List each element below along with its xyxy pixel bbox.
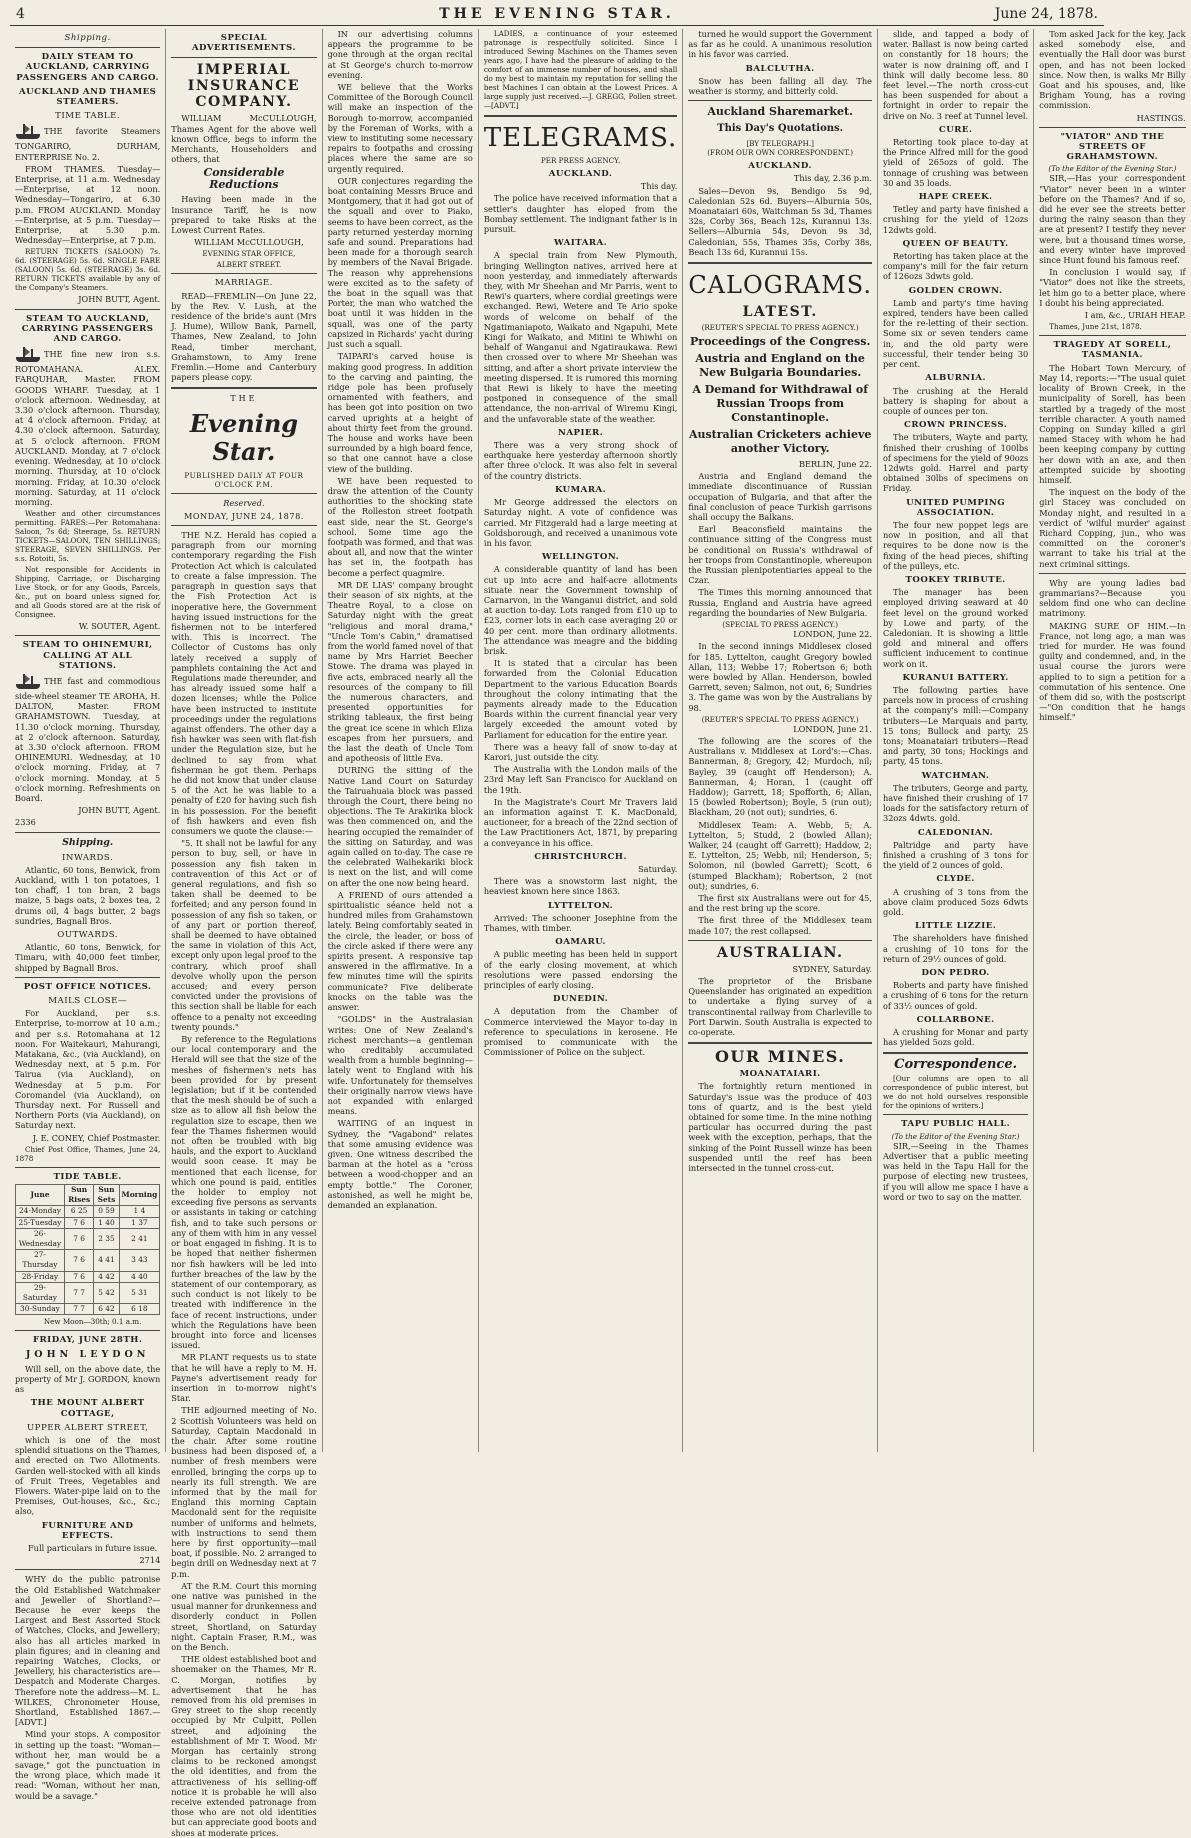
columns xyxy=(10,29,1186,1838)
local-news: A FRIEND of ours attended a spiritualistic séance held not a hundred miles from Grahamstown lately. Being comfortably seated in the circle, the leader, or boss of the circle asked if there were any spirits present. A responsive tap answered in the affirmative. In a few minutes time will the spirits communicate? Five deliberate knocks on the table was the answer. xyxy=(327,889,473,1013)
telegram-text: There was a very strong shock of earthquake here yesterday afternoon shortly after three o'clock. It was also felt in several of the country districts. xyxy=(483,440,678,481)
local-news: WE have been requested to draw the attention of the County authorities to the shocking state of the Rolleston street footpath east side, near the St. George's school. Some time ago the footpath was formed, and that was about all, and now that the winter has set in, the footpath has become a perfect quagmire. xyxy=(327,475,473,578)
shipping-text: Atlantic, 60 tons, Benwick, for Timaru, with 40,000 feet timber, shipped by Bagnall Bros. xyxy=(15,942,161,973)
cable-headline: Proceedings of the Congress. xyxy=(690,335,871,349)
telegram-text: There was a heavy fall of snow to-day at Karori, just outside the city. xyxy=(483,741,678,762)
mine-report: The manager has been employed driving seaward at 40 feet level on the ground worked by Lowe and party, of the Caledonian. It is showing a little gold and mineral and offers sufficient inducement to continue work on it. xyxy=(882,587,1029,669)
divider xyxy=(15,1569,160,1570)
ad-text: RETURN TICKETS (SALOON) 7s. 6d. (STEERAGE) 5s. 6d. SINGLE FARE (SALOON) 5s. 6d. (STEERAGE) 3s. 6d. RETURN TICKETS available by any of the Company's Steamers. xyxy=(15,247,161,293)
local-news: WE believe that the Works Committee of the Borough Council will make an inspection of the Borough to-morrow, accompanied by the Foreman of Works, with a view to instituting some necessary repairs to footpaths and crossing places where the same are so urgently required. xyxy=(327,82,473,174)
divider xyxy=(15,635,160,636)
divider xyxy=(15,1167,160,1168)
telegram-text: turned he would support the Government as far as he could. A unanimous resolution in his favor was carried. xyxy=(688,29,872,60)
ad-number: 2336 xyxy=(15,817,36,828)
cable-headline: Australian Cricketers achieve another Victory. xyxy=(688,428,872,456)
divider xyxy=(883,1114,1028,1115)
divider xyxy=(15,977,160,978)
outwards-label: OUTWARDS. xyxy=(57,929,119,940)
tide-column-header: June xyxy=(16,1185,65,1206)
mine-heading: QUEEN OF BEAUTY. xyxy=(902,238,1009,249)
dateline-berlin: BERLIN, June 22. xyxy=(799,459,872,470)
mine-heading: LITTLE LIZZIE. xyxy=(914,921,997,932)
tide-cell: 1 37 xyxy=(119,1217,160,1228)
auction-text: Will sell, on the above date, the property of Mr J. GORDON, known as xyxy=(15,1363,161,1395)
correspondent-label: (FROM OUR OWN CORRESPONDENT.) xyxy=(707,148,854,158)
divider xyxy=(171,273,316,274)
telegram-text: A public meeting has been held in support of the early closing movement, at which resolutions were passed endorsing the principles of early closing. xyxy=(483,949,678,991)
cable-text: The first six Australians were out for 45, and the rest bring up the score. xyxy=(688,892,872,914)
ad-text: FROM THAMES. Tuesday—Enterprise, at 11 a.m. Wednesday—Enterprise, at 12 noon. Wednesday—Tongariro, at 6.30 p.m. FROM AUCKLAND. Monday—Enterprise, at 5 p.m. Tuesday—Enterprise, at 5.30 p.m. Wednesday—Enterprise, at 7 p.m. xyxy=(15,163,161,246)
dateline-christchurch: CHRISTCHURCH. xyxy=(534,851,627,862)
mine-report: slide, and tapped a body of water. Ballast is now being carted on constantly for 18 hours; the water is now draining off, and I think will daily become less. 80 feet level.—The north cross-cut has been suspended for about a fortnight in order to repair the drive on No. 3 reef at Tunnel level. xyxy=(882,29,1029,121)
dateline: Chief Post Office, Thames, June 24, 1878 xyxy=(15,1144,161,1163)
cable-text: The proprietor of the Brisbane Queenslander has originated an expedition to undertake a flying survey of a transcontinental railway from Charleville to Port Darwin. South Australia is expected to co-operate. xyxy=(688,975,872,1037)
special-ads-heading: SPECIAL ADVERTISEMENTS. xyxy=(191,33,296,54)
tide-cell: 24-Monday xyxy=(16,1206,65,1217)
mine-report: A crushing for Monar and party has yielded 5ozs gold. xyxy=(882,1027,1029,1048)
reuter-label: (REUTER'S SPECIAL TO PRESS AGENCY.) xyxy=(701,323,859,333)
divider xyxy=(15,47,160,48)
mine-report: The tributers, Wayte and party, finished their crushing of 100lbs of specimens for the yield of 90ozs 12dwts gold. Harrel and party obtained 30lbs of specimens on Friday. xyxy=(882,432,1029,494)
publication-note: PUBLISHED DAILY AT FOUR O'CLOCK P.M. xyxy=(184,470,304,489)
tide-row xyxy=(16,1282,160,1303)
mine-report: The following parties have parcels now in process of crushing at the company's mill:—Company tributers—Le Marquais and party, 15 tons; Bullock and party, 25 tons; Moanataiari tributers—Read and party, 30 tons; Hockings and party, 45 tons. xyxy=(882,684,1029,767)
telegram-text: The police have received information that a settler's daughter has eloped from the Bombay settlement. The indignant father is in pursuit. xyxy=(483,193,678,235)
tide-cell: 5 42 xyxy=(94,1282,119,1303)
mine-heading: DON PEDRO. xyxy=(921,968,990,979)
mine-heading: MOANATAIARI. xyxy=(739,1069,821,1080)
editorial-paragraph: "5. It shall not be lawful for any person to buy, sell, or have in possession any fish taken in contravention of this Act or of general regulations, and fish so taken shall be deemed to be forfeited; and any person found in possession of any fish so taken, or of any part or portion thereof, shall be deemed to have obtained the same in violation of this Act, except only upon legal proof to the contrary, which proof shall devolve wholly upon the person accused; and every person convicted under the provisions of this section shall be liable for each offence to a penalty not exceeding twenty pounds." xyxy=(171,838,317,1032)
tide-cell: 25-Tuesday xyxy=(16,1217,65,1228)
editorial-paragraph: By reference to the Regulations our local contemporary and the Herald will see that the size of the meshes of fishermen's nets has been provided for by present legislation; but if it be contended that the mesh should be of such a size as to allow all fish below the regulation size to escape, then we fear the Thames fishermen would not often be troubled with big hauls, and the export to Auckland would soon cease. It may be mentioned that each license, for which one pound is paid, entitles the holder to employ not exceeding five persons as servants or assistants in taking or catching fish, and to take such persons or any of them with him in any vessel or boat engaged in fishing. It is to be hoped that neither fishermen nor fish hawkers will be led into further breaches of the law by the statement of our contemporary, as such conduct is not likely to be treated with indifference in the face of recent instructions, under which the Regulations have been brought into force and licenses issued. xyxy=(171,1034,317,1351)
tide-cell: 1 4 xyxy=(119,1206,160,1217)
letter-text: In conclusion I would say, if "Viator" does not like the streets, let him go to a better place, where I doubt his being appreciated. xyxy=(1039,267,1186,308)
mine-heading: HAPE CREEK. xyxy=(918,192,993,203)
divider xyxy=(484,115,677,117)
newspaper-title: THE EVENING STAR. xyxy=(439,6,675,22)
ad-text: Weather and other circumstances permitting. FARES:—Per Rotomahana: Saloon, 7s 6d; Steerage, 5s. RETURN TICKETS—SALOON, TEN SHILLINGS; STEERAGE, SEVEN SHILLINGS. Per s.s. Rotoiti, 5s. xyxy=(15,509,161,564)
dateline-dunedin: DUNEDIN. xyxy=(553,994,609,1005)
divider xyxy=(171,387,316,389)
editorial-date: MONDAY, JUNE 24, 1878. xyxy=(183,510,304,521)
signature-address: ALBERT STREET. xyxy=(216,260,282,270)
editorial-paragraph: AT the R.M. Court this morning one native was punished in the usual manner for drunkenness and disorderly conduct in Pollen street, Shortland, on Saturday night. Captain Fraser, R.M., was on the Bench. xyxy=(171,1580,317,1653)
telegram-text: The Australia with the London mails of the 23rd May left San Francisco for Auckland on the 19th. xyxy=(483,764,678,795)
tide-cell: 28-Friday xyxy=(16,1271,65,1282)
auction-text: Full particulars in future issue. xyxy=(28,1542,158,1553)
reuter-label: (REUTER'S SPECIAL TO PRESS AGENCY.) xyxy=(701,714,859,724)
mine-report: Roberts and party have finished a crushing of 6 tons for the return of 33½ ounces of gold. xyxy=(882,980,1029,1011)
telegram-text: Snow has been falling all day. The weather is stormy, and bitterly cold. xyxy=(688,75,872,97)
mines-heading: OUR MINES. xyxy=(714,1047,846,1067)
ad-text: Not responsible for Accidents in Shipping, Carriage, or Discharging Live Stock, or for any Goods, Parcels, &c., put on board unless signed for, and all Goods stored are at the risk of Consignee. xyxy=(15,565,161,620)
divider xyxy=(15,1330,160,1331)
correspondence-heading: Correspondence. xyxy=(894,1057,1018,1073)
dateline-balclutha: BALCLUTHA. xyxy=(745,63,815,74)
time-label: This day, 2.36 p.m. xyxy=(793,173,872,184)
post-office-text: For Auckland, per s.s. Enterprise, to-morrow at 10 a.m.; and per s.s. Rotomahana at 12 noon. For Waitekauri, Mahurangi, Matakana, &c., (via Auckland), on Wednesday next, at 5 p.m. For Tairua (via Auckland), on Wednesday at 5 p.m. For Coromandel (via Auckland), on Thursday next. For Russell and Northern Ports (via Auckland), on Saturday next. xyxy=(15,1008,161,1131)
tide-cell: 6 25 xyxy=(64,1206,94,1217)
tide-table xyxy=(15,1184,160,1315)
cable-text: Middlesex Team: A. Webb, 5; A. Lyttelton, 5; Studd, 2 (bowled Allan); Walker, 24 (caught off Garrett); Haddow, 2; E. Lyttelton, 25; Webb, nil; Henderson, 5; Solomon, nil (bowled Garrett); Scott, 6 (stumped Blackham); Robertson, 2 (not out); sundries, 6. xyxy=(688,819,872,891)
mine-heading: CURE. xyxy=(938,124,973,135)
tide-column-header: Morning xyxy=(119,1185,160,1206)
tide-cell: 7 6 xyxy=(64,1250,94,1271)
ad-heading: DAILY STEAM TO AUCKLAND, CARRYING PASSENGERS AND CARGO. xyxy=(16,52,160,83)
divider xyxy=(1039,573,1185,574)
mine-report: Lamb and party's time having expired, tenders have been called for the re-letting of their section. Some six or seven tenders came in, and the old party were successful, their tender being 30 per cent. xyxy=(882,297,1029,370)
signature: JOHN BUTT, Agent. xyxy=(78,805,161,816)
mine-report: A crushing of 3 tons from the above claim produced 5ozs 6dwts gold. xyxy=(882,886,1029,918)
mine-heading: UNITED PUMPING ASSOCIATION. xyxy=(906,497,1006,518)
local-news: DURING the sitting of the Native Land Court on Saturday the Tairuahuaia block was passed through the Court, there being no objections. The Te Arakirika block was then commenced on, and the hearing occupied the remainder of the sitting on Saturday, and was again called on to-day. The case re the celebrated Waihekariki block is next on the list, and will come on after the one now being heard. xyxy=(327,765,473,888)
calograms-heading: CALOGRAMS. xyxy=(688,271,872,300)
article-text: Why are young ladies bad grammarians?—Because you seldom find one who can decline matrimony. xyxy=(1039,577,1186,619)
dateline: Thames, June 21st, 1878. xyxy=(1049,322,1142,332)
property-name: THE MOUNT ALBERT COTTAGE, xyxy=(30,1398,145,1419)
steamship-icon xyxy=(15,346,41,364)
tide-row xyxy=(16,1217,160,1228)
mails-close-label: MAILS CLOSE— xyxy=(48,996,128,1006)
local-news: WAITING of an inquest in Sydney, the "Vagabond" relates that some amusing evidence was given. One witness described the barman at the hotel as a "cross between a wood-chopper and an empty bottle." The Coroner, astonished, as well he might be, demanded an explanation. xyxy=(327,1118,473,1210)
marriage-notice: READ—FREMLIN—On June 22, by the Rev. V. Lush, at the residence of the bride's aunt (Mrs J. Hume), Willow Bank, Parnell, Thames, New Zealand, to John Read, timber merchant, Grahamstown, to Amy Irene Fremlin.—Home and Canterbury papers please copy. xyxy=(171,290,317,383)
divider xyxy=(688,262,872,264)
time-label: Saturday. xyxy=(638,864,678,874)
mine-heading: ALBURNIA. xyxy=(925,373,986,384)
inwards-label: INWARDS. xyxy=(62,852,114,863)
tide-cell: 6 42 xyxy=(94,1304,119,1315)
masthead xyxy=(10,0,1104,26)
time-label: This day. xyxy=(640,181,678,192)
tide-table-body xyxy=(16,1206,160,1315)
auctioneer-name: JOHN LEYDON xyxy=(25,1348,150,1360)
tide-row xyxy=(16,1271,160,1282)
mine-report: Retorting has taken place at the company's mill for the fair return of 126ozs 3dwts gold. xyxy=(882,251,1029,282)
ad-text: THE favorite Steamers TONGARIRO, DURHAM, ENTERPRISE No. 2. xyxy=(15,126,161,162)
cable-text: The first three of the Middlesex team made 107; the rest collapsed. xyxy=(688,915,872,936)
editorial-paragraph: THE oldest established boot and shoemaker on the Thames, Mr R. C. Morgan, notifies by advertisement that he has removed from his old premises in Grey street to the shop recently occupied by Mr Culpitt, Pollen street, and adjoining the establishment of Mr T. Wood. Mr Morgan has certainly strong claims to be reckoned amongst the old identities, and from the attractiveness of his selling-off notice it is probable he will also receive extended patronage from those who are not old identities but can appreciate good boots and shoes at moderate prices. xyxy=(171,1654,317,1838)
time-table-label: TIME TABLE. xyxy=(55,111,121,122)
tide-cell: 7 7 xyxy=(64,1282,94,1303)
dateline-london: LONDON, June 21. xyxy=(793,723,872,734)
divider xyxy=(688,1042,872,1044)
ad-text: THE fine new iron s.s. ROTOMAHANA. ALEX. FARQUHAR, Master. FROM GOODS WHARF. Tuesday, at 1 o'clock afternoon. Wednesday, at 3.30 o'clock afternoon. Thursday, at 4 o'clock afternoon. Friday, at 4.30 o'clock afternoon. Saturday, at 5 o'clock afternoon. FROM AUCKLAND. Monday, at 7 o'clock evening. Wednesday, at 10 o'clock morning. Thursday, at 10 o'clock morning. Friday, at 10.30 o'clock morning. Saturday, at 11 o'clock morning. xyxy=(15,349,161,507)
letter-address: (To the Editor of the Evening Star.) xyxy=(1048,164,1177,174)
divider xyxy=(15,832,160,833)
column-5 xyxy=(683,29,878,1452)
divider xyxy=(688,940,872,941)
mine-report: The crushing at the Herald battery is shaping for about a couple of ounces per ton. xyxy=(882,385,1029,416)
dateline-auckland: AUCKLAND. xyxy=(548,169,613,179)
tide-cell: 1 40 xyxy=(94,1217,119,1228)
signature: W. SOUTER, Agent. xyxy=(78,621,161,632)
press-agency-label: PER PRESS AGENCY. xyxy=(540,156,621,165)
mine-heading: COLLARBONE. xyxy=(916,1014,995,1025)
newspaper-nameplate: Evening Star. xyxy=(189,408,299,466)
telegram-text: Mr George addressed the electors on Saturday night. A vote of confidence was carried. Mr Fitzgerald had a large meeting at Goldsborough, and received a unanimous vote in his favor. xyxy=(483,497,678,548)
local-news: TAIPARI's carved house is making good progress. In addition to the carving and painting, the ridge pole has been profusely ornamented with feathers, and has been got into position on two carved uprights at a height of about thirty feet from the ground. The house and works have been surrounded by a high board fence, so that one cannot have a close view of the building. xyxy=(327,351,473,474)
divider xyxy=(171,525,316,526)
letter-heading: TAPU PUBLIC HALL. xyxy=(901,1119,1011,1130)
issue-date: June 24, 1878. xyxy=(994,6,1098,22)
tide-row xyxy=(16,1206,160,1217)
letter-text: SIR,—Seeing in the Thames Advertiser that a public meeting was held in the Tapu Hall for the purpose of electing new trustees, if you will allow me space I have a word or two to say on the matter. xyxy=(882,1140,1029,1202)
divider xyxy=(171,57,316,58)
marriage-heading: MARRIAGE. xyxy=(214,278,273,289)
tide-cell: 7 7 xyxy=(64,1304,94,1315)
page-number: 4 xyxy=(16,6,25,22)
shipping-heading: Shipping. xyxy=(64,33,111,43)
editorial-paragraph: THE adjourned meeting of No. 2 Scottish Volunteers was held on Saturday, Captain Macdonald in the chair. After some routine business had been disposed of, a number of fresh members were enrolled, bringing the corps up to nearly its full strength. We are informed that by the mail for England this morning Captain Macdonald sent for the requisite number of uniforms and helmets, with instructions to send them here by first opportunity—mail boat, if possible. No. 2 arranged to begin drill on Wednesday next at 7 p.m. xyxy=(171,1405,317,1579)
mine-heading: GOLDEN CROWN. xyxy=(908,285,1003,296)
editorial-paragraph: THE N.Z. Herald has copied a paragraph from our morning contemporary regarding the Fish Protection Act which is calculated to create a false impression. The paragraph in question says that the Fish Protection Act is inoperative here, the Government having issued instructions for the fishermen not to be interfered with. This is incorrect. The Collector of Customs has only lately received a supply of pamphlets containing the Act and Regulations made thereunder, and has already issued some half a dozen licenses; while the Police have been instructed to institute proceedings under the regulations against offenders. The other day a fish hawker was seen with flat-fish under the Regulation size, but he declined to say from what fisherman he got them. Perhaps he did not know that under clause 5 of the Act he was liable to a penalty of £20 for having such fish in his possession. For the benefit of fish hawkers and even fish consumers we quote the clause:— xyxy=(171,530,317,836)
nameplate-the: THE xyxy=(230,394,258,404)
mine-report: The four new poppet legs are now in position, and all that requires to be done now is the fixing of the head pieces, shifting of the pulleys, etc. xyxy=(882,519,1029,571)
shipping-text: Atlantic, 60 tons, Benwick, from Auckland, with 1 ton potatoes, 1 ton chaff, 1 ton bran, 2 bags maize, 5 bags oats, 2 boxes tea, 2 drums oil, 4 bags butter, 2 bags sundries, Bagnall Bros. xyxy=(15,864,161,926)
article-text: The Hobart Town Mercury, of May 14, reports:—"The usual quiet locality of Brown Creek, in the municipality of Sorell, has been startled by a tragedy of the most terrible character. A youth named Copping on Sunday killed a girl named Stacey with whom he had been keeping company by cutting her down with an axe, and then attempted suicide by shooting himself. xyxy=(1039,362,1186,485)
mine-report: The shareholders have finished a crushing of 10 tons for the return of 29½ ounces of gold. xyxy=(882,933,1029,964)
ad-text: WILLIAM McCULLOUGH, Thames Agent for the above well known Office, begs to inform the Merchants, Householders and others, that xyxy=(171,113,317,165)
telegram-text: A deputation from the Chamber of Commerce interviewed the Mayor to-day in reference to speculations in kerosene. He promised to communicate with the Commissioner of Police on the subject. xyxy=(483,1006,678,1058)
tide-column-header: Sun Sets xyxy=(94,1185,119,1206)
cable-headline: A Demand for Withdrawal of Russian Troops from Constantinople. xyxy=(692,383,868,425)
share-prices: Sales—Devon 9s, Bendigo 5s 9d, Caledonian 52s 6d. Buyers—Alburnia 50s, Moanataiari 60s, Waitchman 5s 3d, Thames 32s, Corby 36s, Beach 12s, Kurannui 13s. Sellers—Alburnia 54s, Devon 9s 3d, Caledonian, 55s, Thames 35s, Corby 38s, Beach 13s 6d, Kurannui 15s. xyxy=(688,185,872,257)
dateline-auckland: AUCKLAND. xyxy=(748,161,812,172)
cable-text: Austria and England demand the immediate discontinuance of Russian occupation of Bulgaria, and that after the final conclusion of peace Turkish garrisons shall occupy the Balkans. xyxy=(688,471,872,523)
telegram-text: A considerable quantity of land has been cut up into acre and half-acre allotments situate near the Government township of Carnarvon, in the Wanganui district, and sold at auction to-day. Lots ranged from £10 up to £23, corner lots in each case averaging 20 or 40 per cent. more than ordinary allotments. The attendance was meagre and the bidding brisk. xyxy=(483,564,678,656)
tide-cell: 6 18 xyxy=(119,1304,160,1315)
signature-address: EVENING STAR OFFICE, xyxy=(202,249,296,259)
sharemarket-heading: Auckland Sharemarket. xyxy=(707,105,853,119)
tide-column-header: Sun Rises xyxy=(64,1185,94,1206)
mine-report: The fortnightly return mentioned in Saturday's issue was the produce of 403 tons of quartz, and is the best yield obtained for some time. In the mine nothing particular has occurred during the past week with the exception, perhaps, that the sinking of the Point Russell winze has been suspended until the reef has been intersected in the tunnel cross-cut. xyxy=(688,1081,872,1174)
cable-text: The following are the scores of the Australians v. Middlesex at Lord's:—Chas. Bannerman, 8; Gregory, 42; Murdoch, nil; Bayley, 39 (caught off Henderson); A. Bannerman, 4; Horan, 1 (caught off Haddow); Garrett, 18; Spofforth, 6; Allan, 15 (bowled Robertson); Boyle, 5 (run out); Blackham, 20 (not out); sundries, 6. xyxy=(688,735,872,818)
signature: J. E. CONEY, Chief Postmaster. xyxy=(32,1132,161,1143)
ad-heading: STEAM TO OHINEMURI, CALLING AT ALL STATIONS. xyxy=(22,640,153,671)
australian-heading: AUSTRALIAN. xyxy=(716,944,844,961)
quotations-heading: This Day's Quotations. xyxy=(717,123,844,135)
tide-cell: 2 41 xyxy=(119,1228,160,1249)
local-news: IN our advertising columns appears the programme to be gone through at the organ recital at St George's church to-morrow evening. xyxy=(327,29,473,80)
press-agency-label: (SPECIAL TO PRESS AGENCY.) xyxy=(722,620,839,630)
tide-row xyxy=(16,1228,160,1249)
column-7 xyxy=(1034,29,1190,1452)
tide-cell: 30-Sunday xyxy=(16,1304,65,1315)
letter-text: SIR,—Has your correspondent "Viator" never been in a winter before on the Thames? And if so, did he ever see the streets better during the rainy season than they are at present? I testify they never were, but a thousand times worse, and every winter have improved since Hunt found his famous reef. xyxy=(1039,173,1186,266)
local-news: "GOLDS" in the Australasian writes: One of New Zealand's richest merchants—a gentleman who creditably accumulated wealth from a humble beginning—lately went to England with his wife. Unfortunately for themselves their originally narrow views have not expanded with enlarged means. xyxy=(327,1014,473,1117)
column-6 xyxy=(878,29,1034,1452)
tide-cell: 7 6 xyxy=(64,1217,94,1228)
telegram-text: A special train from New Plymouth, bringing Wellington natives, arrived here at noon yesterday, and immediately afterwards they, with Mr Sheehan and Mr Parris, went to Rewi's quarters, where cordial greetings were exchanged. Rewi, Wetere and Te Ario spoke words of welcome on behalf of the Ngatimaniapoto, Waikato and Ngapuhi, Mete Kingi for Waikato, and Mitini te Whiwhi on behalf of Wanganui and Ngatiraukawa. Rewi then crossed over to where Mr Sheehan was sitting, and after a short private interview the meeting dispersed. It is rumored this morning that Rewi is likely to have the meeting postponed in consequence of the small attendance, the non-arrival of Wiremu Kingi, and the unfavorable state of the weather. xyxy=(483,250,678,424)
ad-text: THE fast and commodious side-wheel steamer TE AROHA, H. DALTON, Master. FROM GRAHAMSTOWN. Tuesday, at 11.30 o'clock morning. Thursday, at 2 o'clock afternoon. Saturday, at 3.30 o'clock afternoon. FROM OHINEMURI. Wednesday, at 10 o'clock morning. Friday, at 7 o'clock morning. Monday, at 5 o'clock morning. Refreshments on Board. xyxy=(15,675,161,803)
mine-heading: CLYDE. xyxy=(936,874,975,885)
tide-table-header xyxy=(16,1185,160,1206)
tide-cell: 27-Thursday xyxy=(16,1250,65,1271)
cable-text: The Times this morning announced that Russia, England and Austria have agreed regarding the boundaries of New Bulgaria. xyxy=(688,587,872,618)
signature: JOHN BUTT, Agent. xyxy=(78,294,161,305)
steamship-icon xyxy=(15,673,41,691)
column-4 xyxy=(479,29,683,1452)
tide-cell: 5 31 xyxy=(119,1282,160,1303)
local-news: MR DE LIAS' company brought their season of six nights, at the Theatre Royal, to a close on Saturday night with the great "religious and moral drama," "Uncle Tom's Cabin," dramatised from the world famed novel of that name by Mrs Harriet Beecher Stowe. The drama was played in five acts, embraced nearly all the resources of the company to fill the numerous characters, and presented opportunities for striking tableaux, the first being the great ice scene in which Eliza escapes from her pursuers, and the last the death of Uncle Tom and apotheosis of little Eva. xyxy=(327,579,473,764)
mine-report: Tetley and party have finished a crushing for the yield of 12ozs 12dwts gold. xyxy=(882,204,1029,235)
moon-note: New Moon—30th; 0.1 a.m. xyxy=(43,1317,142,1327)
post-office-heading: POST OFFICE NOTICES. xyxy=(23,981,152,992)
signature: WILLIAM McCULLOUGH, xyxy=(194,237,304,248)
dateline-lyttelton: LYTTELTON. xyxy=(547,900,614,911)
article-heading: TRAGEDY AT SORELL, TASMANIA. xyxy=(1053,340,1172,361)
article-text: The inquest on the body of the girl Stacey was concluded on Monday night, and resulted in a verdict of 'wilful murder' against Richard Copping, jun., who was committed on the coroner's warrant to take his trial at the next criminal sittings. xyxy=(1039,487,1186,569)
correspondence-note: [Our columns are open to all correspondence of public interest, but we do not hold ourselves responsible for the opinions of writers.] xyxy=(882,1074,1029,1111)
divider xyxy=(688,100,872,101)
ad-text: WHY do the public patronise the Old Established Watchmaker and Jeweller of Shortland?—Because he ever keeps the Largest and Best Assorted Stock of Watches, Clocks, and Jewellery; also has all articles marked in plain figures; and in cleaning and repairing Watches, Clocks, or Jewellery, his characteristics are—Despatch and Moderate Charges. Therefore note the address—M. L. WILKES, Chronometer House, Shortland, Established 1867.—[ADVT.] xyxy=(15,1574,161,1728)
tide-cell: 3 43 xyxy=(119,1250,160,1271)
dateline-london: LONDON, June 22. xyxy=(793,629,872,640)
property-street: UPPER ALBERT STREET, xyxy=(26,1422,149,1433)
dateline-wellington: WELLINGTON. xyxy=(541,552,620,563)
signature: HASTINGS. xyxy=(1136,112,1186,123)
divider xyxy=(883,1052,1028,1054)
tide-cell: 4 42 xyxy=(94,1271,119,1282)
auction-date: FRIDAY, JUNE 28TH. xyxy=(32,1335,143,1346)
tide-table-heading: TIDE TABLE. xyxy=(53,1171,122,1182)
telegram-text: In the Magistrate's Court Mr Travers laid an information against T. K. MacDonald, auctioneer, for a breach of the 22nd section of the Law Practitioners Act, 1871, by preparing a conveyance in his office. xyxy=(483,796,678,848)
cable-text: In the second innings Middlesex closed for 185. Lyttelton, caught Gregory bowled Allan, 113; Webbe 17; Robertson 6; both were bowled by Allan. Henderson, bowled Garrett, seven; Salmon, not out, 6; Sundries 3. The game was won by the Australians by 98. xyxy=(688,641,872,713)
mine-report: The tributers, George and party, have finished their crushing of 17 loads for the satisfactory return of 32ozs 4dwts. gold. xyxy=(882,782,1029,824)
ad-text: Having been made in the Insurance Tariff, he is now prepared to take Risks at the Lowest Current Rates. xyxy=(171,194,317,236)
furniture-heading: FURNITURE AND EFFECTS. xyxy=(41,1520,134,1541)
mine-heading: CROWN PRINCESS. xyxy=(904,420,1008,431)
telegram-text: It is stated that a circular has been forwarded from the Colonial Education Department to the various Education Boards throughout the colony intimating that the payments already made to the Education Boards within the current financial year very largely exceeded the amount voted by Parliament for education for the entire year. xyxy=(483,658,678,740)
telegram-text: There was a snowstorm last night, the heaviest known here since 1863. xyxy=(483,876,678,897)
auction-text: which is one of the most splendid situations on the Thames, and erected on Two Allotments. Garden well-stocked with all kinds of Fruit Trees, Vegetables and Flowers. Water-pipe laid on to the Premises, Out-houses, &c., &c.; also, xyxy=(15,1434,161,1517)
tide-cell: 29-Saturday xyxy=(16,1282,65,1303)
dateline-oamaru: OAMARU. xyxy=(555,937,606,948)
tide-row xyxy=(16,1304,160,1315)
mine-heading: TOOKEY TRIBUTE. xyxy=(905,574,1006,585)
steamship-icon xyxy=(15,123,41,141)
insurance-heading: IMPERIAL INSURANCE COMPANY. xyxy=(187,62,301,111)
ad-heading: AUCKLAND AND THAMES STEAMERS. xyxy=(18,86,157,108)
dateline-kumara: KUMARA. xyxy=(555,484,607,495)
editorial-paragraph: MR PLANT requests us to state that he will have a reply to M. H. Payne's advertisement ready for insertion in to-morrow night's Star. xyxy=(171,1352,317,1404)
tide-row xyxy=(16,1250,160,1271)
column-1 xyxy=(10,29,166,1801)
ad-text: Mind your stops. A compositor in setting up the toast: "Woman—without her, man would be a savage," got the punctuation in the wrong place, which made it read: "Woman, without her man, would be a savage." xyxy=(15,1729,161,1801)
telegram-text: Arrived: The schooner Josephine from the Thames, with timber. xyxy=(483,912,678,934)
divider xyxy=(1039,335,1185,336)
letter-address: (To the Editor of the Evening Star.) xyxy=(891,1131,1020,1141)
signature: I am, &c., URIAH HEAP. xyxy=(1084,310,1186,321)
letter-text: Tom asked Jack for the key, Jack asked somebody else, and eventually the Hall door was burst open, and has not been locked since. Now then, is walks Mr Billy Goat and his spouses, and, like Brigham Young, has a roving commission. xyxy=(1039,29,1186,111)
ad-text: LADIES, a continuance of your esteemed patronage is respectfully solicited. Since I introduced Sewing Machines on the Thames seven years ago, I have had the pleasure of adding to the comfort of an immense number of houses, and shall do my best to maintain my reputation for selling the best Machines I can obtain at the Lowest Prices. A large supply just received.—J. GREGG, Pollen street.—[ADVT.] xyxy=(483,29,678,110)
letter-heading: "VIATOR" AND THE STREETS OF GRAHAMSTOWN. xyxy=(1060,131,1165,163)
tide-cell: 26-Wednesday xyxy=(16,1228,65,1249)
mine-heading: KURANUI BATTERY. xyxy=(902,672,1009,683)
cable-headline: Austria and England on the New Bulgaria Boundaries. xyxy=(695,352,865,380)
tide-cell: 2 35 xyxy=(94,1228,119,1249)
telegrams-heading: TELEGRAMS. xyxy=(483,123,678,153)
mine-report: Paltridge and party have finished a crushing of 3 tons for the yield of 2 ounces of gold. xyxy=(882,839,1029,871)
divider xyxy=(171,493,316,494)
tide-cell: 0 59 xyxy=(94,1206,119,1217)
cable-text: Earl Beaconsfield maintains the continuance sitting of the Congress must be conditional on Russia's withdrawal of her troops from Constantinople, whereupon the Russian plenipotentiaries appeal to the Czar. xyxy=(688,524,872,586)
column-2 xyxy=(166,29,322,1838)
shipping-heading: Shipping. xyxy=(62,836,114,848)
ad-number: 2714 xyxy=(139,1555,161,1566)
dateline-napier: NAPIER. xyxy=(557,427,604,438)
divider xyxy=(1039,127,1185,128)
dateline-waitara: WAITARA. xyxy=(553,238,608,249)
article-text: MAKING SURE OF HIM.—In France, not long ago, a man was tried for murder. He was found guilty and condemned, and, in the usual course the jurors were applied to to sign a petition for a commutation of his sentence. One of them did so, with the postscript—"On condition that he hangs himself." xyxy=(1039,620,1186,723)
mine-heading: CALEDONIAN. xyxy=(917,827,994,838)
tide-cell: 7 6 xyxy=(64,1271,94,1282)
tide-cell: 4 41 xyxy=(94,1250,119,1271)
telegraph-label: [BY TELEGRAPH.] xyxy=(746,139,814,149)
column-3 xyxy=(323,29,479,1452)
tide-cell: 4 40 xyxy=(119,1271,160,1282)
mine-report: Retorting took place to-day at the Prince Alfred mill for the good yield of 265ozs of gold. The tonnage of crushing was between 30 and 35 loads. xyxy=(882,137,1029,188)
latest-heading: LATEST. xyxy=(742,304,818,321)
reductions-heading: Considerable Reductions xyxy=(203,166,285,192)
divider xyxy=(15,309,160,310)
local-news: OUR conjectures regarding the boat containing Messrs Bruce and Montgomery, that it had got out of the squall and over to Piako, seems to have been correct, as the party returned yesterday morning safe and sound. Preparations had been made for a thorough search by members of the Naval Brigade. The reason why apprehensions were excited as to the safety of the boat in the squall was that Porter, the man who watched the boat until it was hidden in the squall, was one of the party capsized in Richards' yacht during just such a squall. xyxy=(327,175,473,350)
dateline-sydney: SYDNEY, Saturday. xyxy=(792,963,872,974)
ad-heading: STEAM TO AUCKLAND, CARRYING PASSENGERS AND CARGO. xyxy=(21,313,154,345)
reserved-label: Reserved. xyxy=(223,497,265,508)
tide-cell: 7 6 xyxy=(64,1228,94,1249)
mine-heading: WATCHMAN. xyxy=(921,770,990,781)
